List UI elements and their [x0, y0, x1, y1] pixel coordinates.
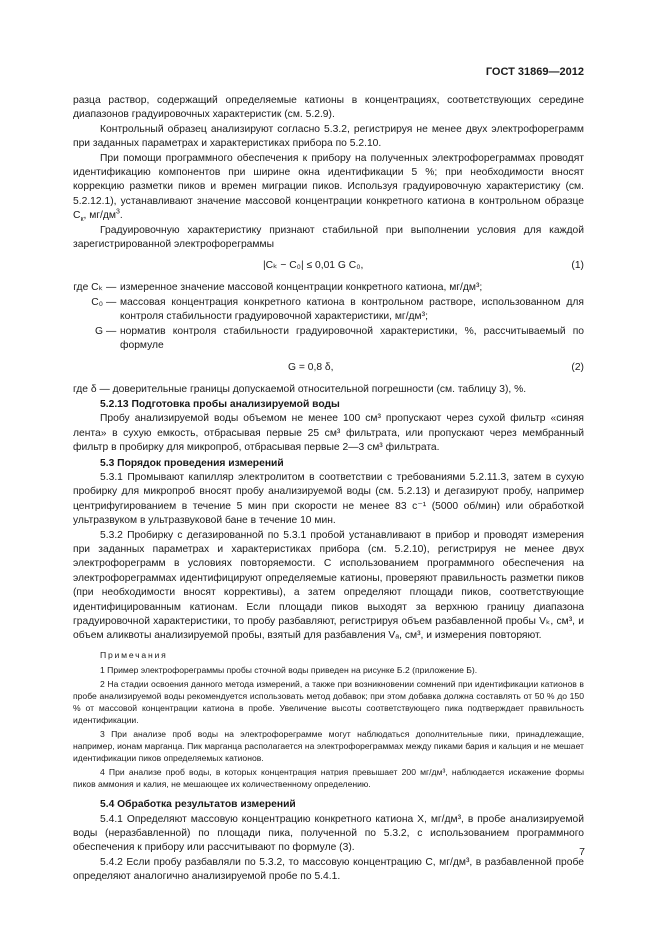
formula-2-number: (2) [571, 361, 584, 373]
section-5-4-1-text: 5.4.1 Определяют массовую концентрацию конкретного катиона X, мг/дм³, в пробе анализируемой воды (неразбавленной) по площади пика, полученной по 5.3.2, с использованием программного обеспечения к прибору или рассчитывают по формуле (3). [73, 813, 584, 854]
formula-1 [73, 259, 584, 274]
section-5-4-2-text: 5.4.2 Если пробу разбавляли по 5.3.2, то массовую концентрацию C, мг/дм³, в разбавленной пробе определяют аналогично анализируемой пробе по 5.4.1. [73, 856, 584, 883]
note-2: 2 На стадии освоения данного метода измерений, а также при возникновении сомнений при идентификации катионов в пробе анализируемой воды рекомендуется использовать метод добавок; при этом добавка должна составлять от 50 % до 150 % от массовой концентрации катиона в пробе. Увеличение высоты соответствующего пика подтверждает правильность идентификации. [73, 679, 584, 726]
definition-g-text: норматив контроля стабильности градуировочной характеристики, %, рассчитываемый по формуле [120, 325, 584, 352]
document-body [73, 94, 584, 885]
definitions-list [73, 281, 584, 353]
paragraph-stability: Градуировочную характеристику признают стабильной при выполнении условия для каждой зарегистрированной электрофореграммы [73, 224, 584, 251]
definition-ck-symbol: Cₖ [91, 282, 103, 294]
definition-c0: C₀ — массовая концентрация конкретного катиона в контрольном растворе, использованном для контроля стабильности градуировочной характеристики, мг/дм³; [73, 296, 584, 325]
note-4: 4 При анализе проб воды, в которых концентрация натрия превышает 200 мг/дм³, наблюдается искажение формы пиков аммония и калия, не мешающее их количественному определению. [73, 767, 584, 790]
section-5-3-1-text: 5.3.1 Промывают капилляр электролитом в соответствии с требованиями 5.2.11.3, затем в сухую пробирку для микропроб вносят пробу анализируемой воды (см. 5.2.13) и дегазируют пробу, например центрифугированием в течение 5 мин при скорости не менее 83 с⁻¹ (5000 об/мин) или обработкой ультразвуком в ультразвуковой бане в течение 10 мин. [73, 471, 584, 527]
notes-title: Примечания [100, 649, 168, 660]
period: . [119, 210, 123, 222]
note-3: 3 При анализе проб воды на электрофореграмме могут наблюдаться дополнительные пики, принадлежащие, например, ионам марганца. Пик марганца располагается на электрофореграммах между пиками бария и кальция и не мешает идентификации пиков определяемых катионов. [73, 729, 584, 764]
formula-1-expression: |Cₖ − C₀| ≤ 0,01 G C₀, [263, 260, 364, 272]
section-5-4-title: 5.4 Обработка результатов измерений [100, 799, 296, 811]
definition-g-symbol: G [94, 325, 103, 337]
paragraph-identification [73, 152, 584, 224]
definition-g: G — норматив контроля стабильности градуировочной характеристики, %, рассчитываемый по формуле [73, 325, 584, 354]
subscript-k: к [80, 216, 84, 224]
paragraph-control-sample: Контрольный образец анализируют согласно 5.3.2, регистрируя не менее двух электрофореграмм при заданных параметрах и характеристиках прибора по 5.2.10. [73, 123, 584, 150]
definition-c0-symbol: C₀ [91, 296, 103, 308]
formula-1-number: (1) [571, 260, 584, 272]
unit-text: , мг/дм [83, 210, 117, 222]
section-5-2-13-title: 5.2.13 Подготовка пробы анализируемой воды [100, 398, 340, 410]
definition-ck-text: измеренное значение массовой концентрации конкретного катиона, мг/дм³; [120, 282, 483, 294]
note-1: 1 Пример электрофореграммы пробы сточной воды приведен на рисунке Б.2 (приложение Б). [100, 665, 478, 676]
definition-ck: где Cₖ — измеренное значение массовой концентрации конкретного катиона, мг/дм³; [73, 281, 584, 295]
definitions-prefix: где [73, 282, 89, 294]
page-number: 7 [579, 846, 585, 858]
section-5-3-title: 5.3 Порядок проведения измерений [100, 457, 284, 469]
section-5-3-2-text: 5.3.2 Пробирку с дегазированной по 5.3.1 пробой устанавливают в прибор и проводят измерения при заданных параметрах и характеристиках прибора (см. 5.2.10), регистрируя не менее двух электрофореграмм в условиях повторяемости. С использованием программного обеспечения на электрофореграммах идентифицируют определяемые катионы, проверяют правильность разметки пиков (при необходимости вносят коррективы), а затем определяют площади пиков, соответствующие идентифицированным катионам. Если площади пиков выходят за верхнюю границу диапазона градуировочной характеристики, то пробу разбавляют, регистрируя объем разбавленной пробы Vₖ, см³, и объем аликвоты анализируемой пробы, взятый для разбавления Vₐ, см³, и измерения повторяют. [73, 529, 584, 642]
formula-2 [73, 361, 584, 376]
standard-header: ГОСТ 31869—2012 [485, 66, 584, 78]
delta-definition: где δ — доверительные границы допускаемой относительной погрешности (см. таблицу 3), %. [73, 383, 527, 395]
paragraph-identification-text: При помощи программного обеспечения к прибору на полученных электрофореграммах проводят идентификацию компонентов при ширине окна идентификации 5 %; при необходимости вносят коррекцию разметки пиков и времен миграции пиков. Используя градуировочную характеристику (см. 5.2.12.1), устанавливают значение массовой концентрации конкретного катиона в контрольном образце C [73, 152, 584, 222]
formula-2-expression: G = 0,8 δ, [288, 361, 334, 373]
superscript-3: 3 [116, 208, 120, 216]
paragraph-continuation: разца раствор, содержащий определяемые катионы в концентрациях, соответствующих середине диапазонов градуировочных характеристик (см. 5.2.9). [73, 95, 584, 121]
definition-c0-text: массовая концентрация конкретного катиона в контрольном растворе, использованном для контроля стабильности градуировочной характеристики, мг/дм³; [120, 296, 584, 323]
section-5-2-13-text: Пробу анализируемой воды объемом не менее 100 см³ пропускают через сухой фильтр «синяя лента» в сухую емкость, отбрасывая первые 25 см³ фильтрата, или пропускают через мембранный фильтр в пробирку для микропроб, отбрасывая первые 2—3 см³ фильтрата. [73, 413, 584, 454]
